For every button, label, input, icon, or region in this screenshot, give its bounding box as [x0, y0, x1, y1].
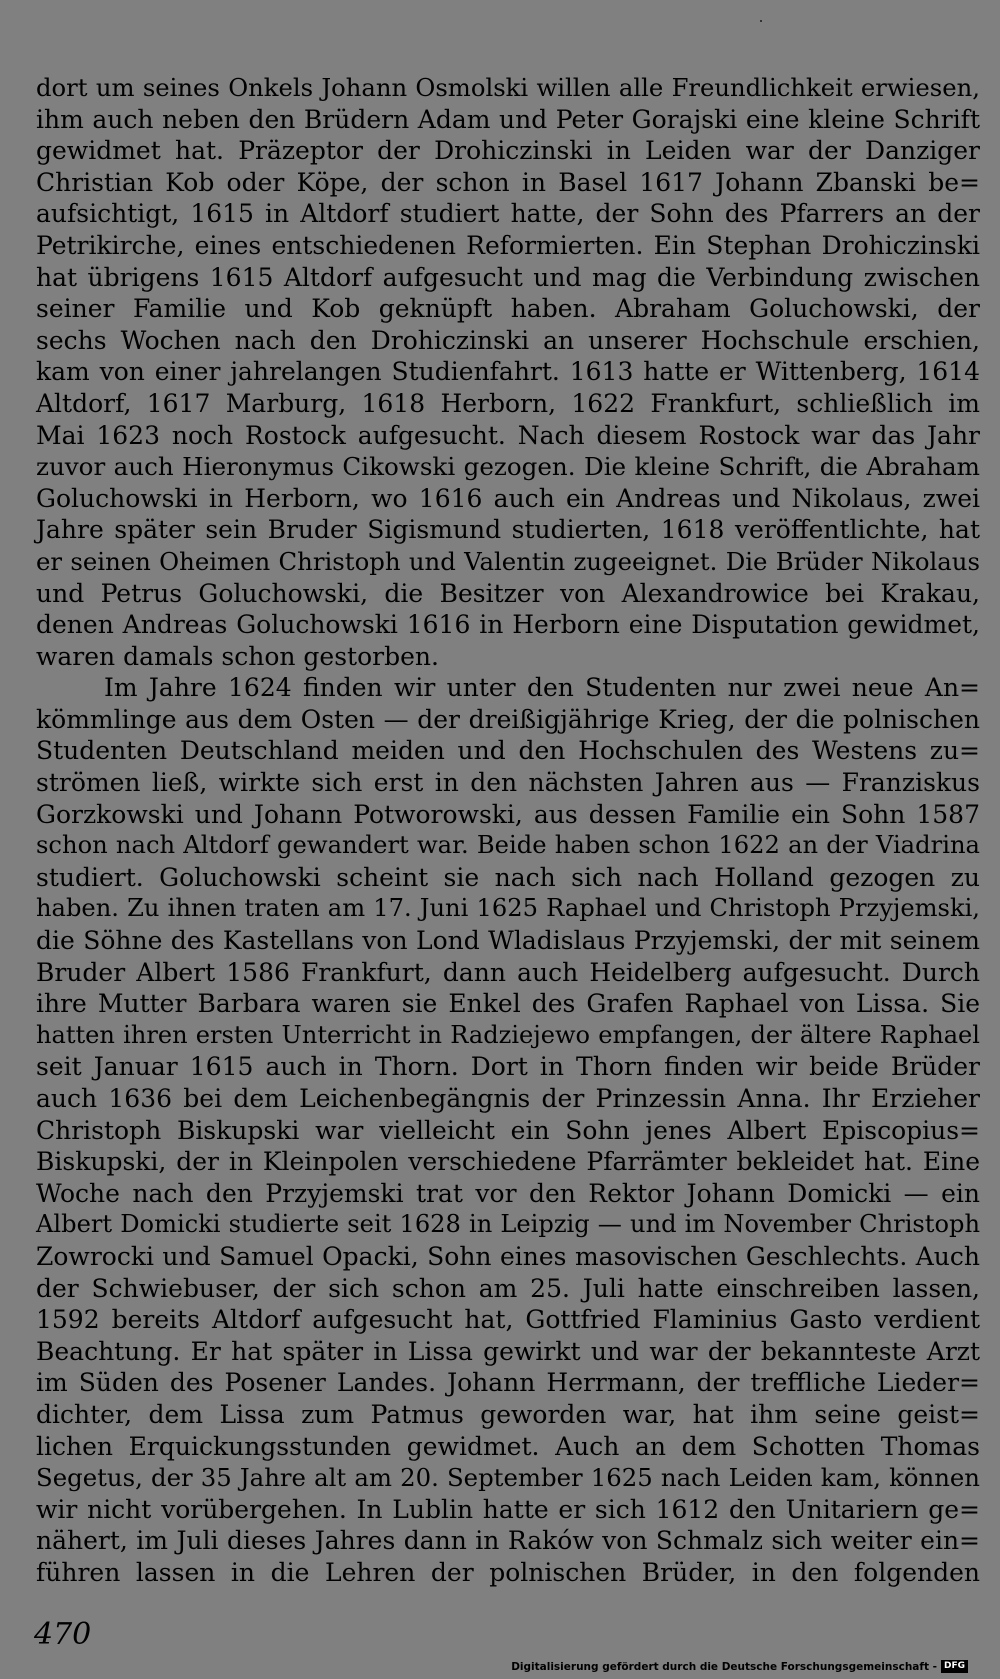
- text-line: er seinen Oheimen Christoph und Valentin zugeeignet. Die Brüder Nikolaus: [36, 546, 980, 576]
- text-line: waren damals schon gestorben.: [36, 641, 439, 671]
- text-line: der Schwiebuser, der sich schon am 25. Juli hatte einschreiben lassen,: [36, 1273, 980, 1303]
- text-line: kömmlinge aus dem Osten — der dreißigjährige Krieg, der die polnischen: [36, 704, 980, 734]
- text-line: Studenten Deutschland meiden und den Hochschulen des Westens zu=: [36, 736, 980, 766]
- digitization-footer: [511, 1660, 968, 1673]
- text-line: Jahre später sein Bruder Sigismund studierten, 1618 veröffentlichte, hat: [36, 515, 980, 545]
- text-line: denen Andreas Goluchowski 1616 in Herborn eine Disputation gewidmet,: [36, 610, 980, 640]
- text-line: Altdorf, 1617 Marburg, 1618 Herborn, 1622 Frankfurt, schließlich im: [36, 388, 980, 418]
- text-line: sechs Wochen nach den Drohiczinski an unserer Hochschule erschien,: [36, 325, 980, 355]
- text-line: seit Januar 1615 auch in Thorn. Dort in Thorn finden wir beide Brüder: [36, 1052, 980, 1082]
- text-line: schon nach Altdorf gewandert war. Beide haben schon 1622 an der Viadrina: [36, 831, 980, 860]
- text-line: Mai 1623 noch Rostock aufgesucht. Nach diesem Rostock war das Jahr: [36, 420, 980, 450]
- text-line: Petrikirche, eines entschiedenen Reformierten. Ein Stephan Drohiczinski: [36, 230, 980, 260]
- text-line: Christoph Biskupski war vielleicht ein Sohn jenes Albert Episcopius=: [36, 1115, 980, 1145]
- text-line: die Söhne des Kastellans von Lond Wladislaus Przyjemski, der mit seinem: [36, 926, 980, 956]
- text-line: dichter, dem Lissa zum Patmus geworden war, hat ihm seine geist=: [36, 1399, 980, 1429]
- text-line: auch 1636 bei dem Leichenbegängnis der Prinzessin Anna. Ihr Erzieher: [36, 1084, 980, 1113]
- text-line: ihre Mutter Barbara waren sie Enkel des Grafen Raphael von Lissa. Sie: [36, 989, 980, 1019]
- text-line: haben. Zu ihnen traten am 17. Juni 1625 Raphael und Christoph Przyjemski,: [36, 894, 980, 923]
- text-line: Gorzkowski und Johann Potworowski, aus dessen Familie ein Sohn 1587: [36, 799, 980, 829]
- text-line: dort um seines Onkels Johann Osmolski willen alle Freundlichkeit erwiesen,: [36, 73, 980, 102]
- text-line: Zowrocki und Samuel Opacki, Sohn eines masovischen Geschlechts. Auch: [36, 1241, 980, 1271]
- text-line: und Petrus Goluchowski, die Besitzer von Alexandrowice bei Krakau,: [36, 578, 980, 608]
- text-line: im Süden des Posener Landes. Johann Herrmann, der treffliche Lieder=: [36, 1368, 980, 1398]
- text-line: führen lassen in die Lehren der polnischen Brüder, in den folgenden: [36, 1557, 980, 1587]
- text-line: seiner Familie und Kob geknüpft haben. Abraham Goluchowski, der: [36, 294, 980, 324]
- text-line: Woche nach den Przyjemski trat vor den Rektor Johann Domicki — ein: [36, 1178, 980, 1208]
- text-line: Biskupski, der in Kleinpolen verschiedene Pfarrämter bekleidet hat. Eine: [36, 1147, 980, 1177]
- text-line: kam von einer jahrelangen Studienfahrt. 1613 hatte er Wittenberg, 1614: [36, 357, 980, 387]
- text-line: 1592 bereits Altdorf aufgesucht hat, Gottfried Flaminius Gasto verdient: [36, 1305, 980, 1335]
- body-text: [36, 72, 980, 1589]
- text-line: Bruder Albert 1586 Frankfurt, dann auch Heidelberg aufgesucht. Durch: [36, 957, 980, 987]
- text-line: ihm auch neben den Brüdern Adam und Peter Gorajski eine kleine Schrift: [36, 104, 980, 134]
- text-line: Beachtung. Er hat später in Lissa gewirkt und war der bekannteste Arzt: [36, 1336, 980, 1366]
- text-line: Christian Kob oder Köpe, der schon in Basel 1617 Johann Zbanski be=: [36, 167, 980, 197]
- text-line: wir nicht vorübergehen. In Lublin hatte er sich 1612 den Unitariern ge=: [36, 1494, 980, 1524]
- text-line: hatten ihren ersten Unterricht in Radziejewo empfangen, der ältere Raphael: [36, 1020, 980, 1049]
- text-line-paragraph-start: Im Jahre 1624 finden wir unter den Studenten nur zwei neue An=: [104, 673, 980, 703]
- text-line: studiert. Goluchowski scheint sie nach sich nach Holland gezogen zu: [36, 862, 980, 892]
- text-line: strömen ließ, wirkte sich erst in den nächsten Jahren aus — Franziskus: [36, 768, 980, 798]
- text-line: hat übrigens 1615 Altdorf aufgesucht und mag die Verbindung zwischen: [36, 262, 980, 292]
- footer-credit: Digitalisierung gefördert durch die Deutsche Forschungsgemeinschaft -: [511, 1660, 937, 1673]
- text-line: Goluchowski in Herborn, wo 1616 auch ein Andreas und Nikolaus, zwei: [36, 483, 980, 513]
- text-line: Albert Domicki studierte seit 1628 in Leipzig — und im November Christoph: [36, 1210, 980, 1239]
- text-line: aufsichtigt, 1615 in Altdorf studiert hatte, der Sohn des Pfarrers an der: [36, 199, 980, 229]
- text-line: Segetus, der 35 Jahre alt am 20. September 1625 nach Leiden kam, können: [36, 1463, 980, 1493]
- text-line: nähert, im Juli dieses Jahres dann in Raków von Schmalz sich weiter ein=: [36, 1526, 980, 1556]
- text-line: lichen Erquickungsstunden gewidmet. Auch an dem Schotten Thomas: [36, 1431, 980, 1461]
- text-line: zuvor auch Hieronymus Cikowski gezogen. Die kleine Schrift, die Abraham: [36, 452, 980, 482]
- scan-speck: [760, 20, 762, 22]
- page-number: 470: [34, 1617, 92, 1652]
- text-line: gewidmet hat. Präzeptor der Drohiczinski in Leiden war der Danziger: [36, 136, 980, 166]
- dfg-logo: DFG: [941, 1660, 968, 1673]
